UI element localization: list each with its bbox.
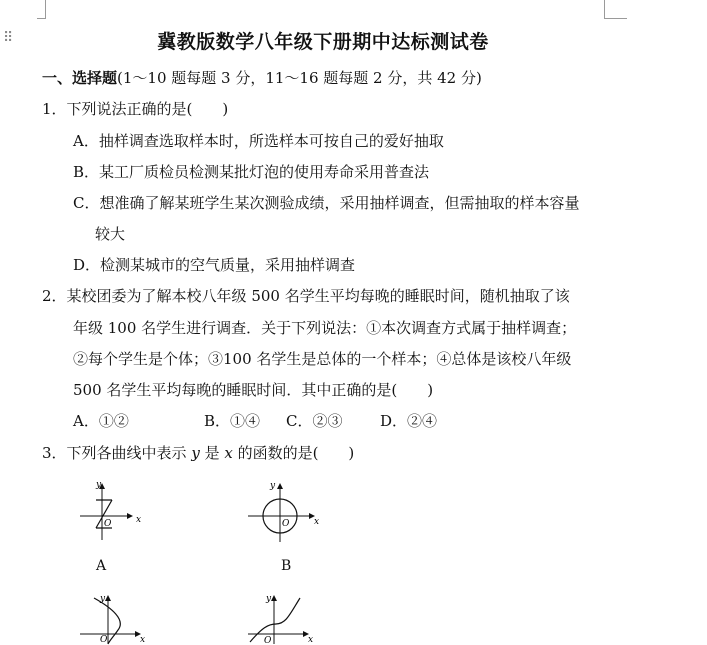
question-3-stem-suffix: 的函数的是( ) (232, 444, 355, 462)
question-1-option-c: C．想准确了解某班学生某次测验成绩，采用抽样调查，但需抽取的样本容量 (73, 194, 580, 212)
graph-b-x-label: x (314, 517, 320, 527)
question-2-option-d: D．②④ (380, 412, 438, 430)
crop-mark-top-right (604, 0, 627, 19)
graph-b-label: B (281, 558, 292, 574)
section-label: 一、选择题 (42, 69, 118, 87)
graph-d-y-label: y (266, 594, 272, 604)
graph-c-origin-label: O (100, 635, 108, 645)
graph-d (246, 592, 322, 645)
graph-b (246, 478, 322, 544)
graph-a-y-label: y (96, 480, 102, 490)
question-2-option-a: A．①② (73, 412, 129, 430)
page-title: 冀教版数学八年级下册期中达标测试卷 (157, 31, 489, 53)
question-2-option-b: B．①④ (204, 412, 261, 430)
graph-a-label: A (96, 558, 107, 574)
question-1-option-a: A．抽样调查选取样本时，所选样本可按自己的爱好抽取 (73, 132, 444, 150)
graph-a (78, 478, 148, 544)
graph-b-origin-label: O (282, 519, 290, 529)
question-3-stem-prefix: 3．下列各曲线中表示 (42, 444, 192, 462)
graph-d-origin-label: O (264, 636, 272, 645)
graph-d-curve (250, 598, 300, 642)
question-2-line-3: ②每个学生是个体；③100 名学生是总体的一个样本；④总体是该校八年级 (73, 350, 572, 368)
question-2-line-4: 500 名学生平均每晚的睡眠时间．其中正确的是( ) (73, 381, 434, 399)
question-3-stem-mid: 是 (199, 444, 225, 462)
question-2-option-c: C．②③ (286, 412, 343, 430)
graph-d-x-label: x (308, 635, 314, 645)
question-2-line-1: 2．某校团委为了解本校八年级 500 名学生平均每晚的睡眠时间，随机抽取了该 (42, 287, 570, 305)
question-1-option-c-cont: 较大 (95, 225, 126, 243)
question-2-line-2: 年级 100 名学生进行调查．关于下列说法：①本次调查方式属于抽样调查； (73, 319, 577, 337)
graph-c-x-label: x (140, 635, 146, 645)
section-note: (1～10 题每题 3 分，11～16 题每题 2 分，共 42 分) (117, 69, 482, 87)
drag-handle-icon[interactable]: ⠿ (3, 30, 14, 46)
question-3-stem (42, 443, 354, 463)
question-1-stem: 1．下列说法正确的是( ) (42, 100, 229, 118)
section-heading (42, 68, 482, 88)
question-1-option-d: D．检测某城市的空气质量，采用抽样调查 (73, 256, 356, 274)
graph-a-x-label: x (136, 515, 142, 525)
graph-b-y-label: y (270, 481, 276, 491)
question-1-option-b: B．某工厂质检员检测某批灯泡的使用寿命采用普查法 (73, 163, 430, 181)
graph-c-y-label: y (100, 594, 106, 604)
question-3-var-y: y (191, 444, 200, 462)
crop-mark-top-left (37, 0, 46, 19)
graph-c (78, 592, 148, 645)
graph-a-origin-label: O (104, 519, 112, 529)
question-3-var-x: x (224, 444, 233, 462)
